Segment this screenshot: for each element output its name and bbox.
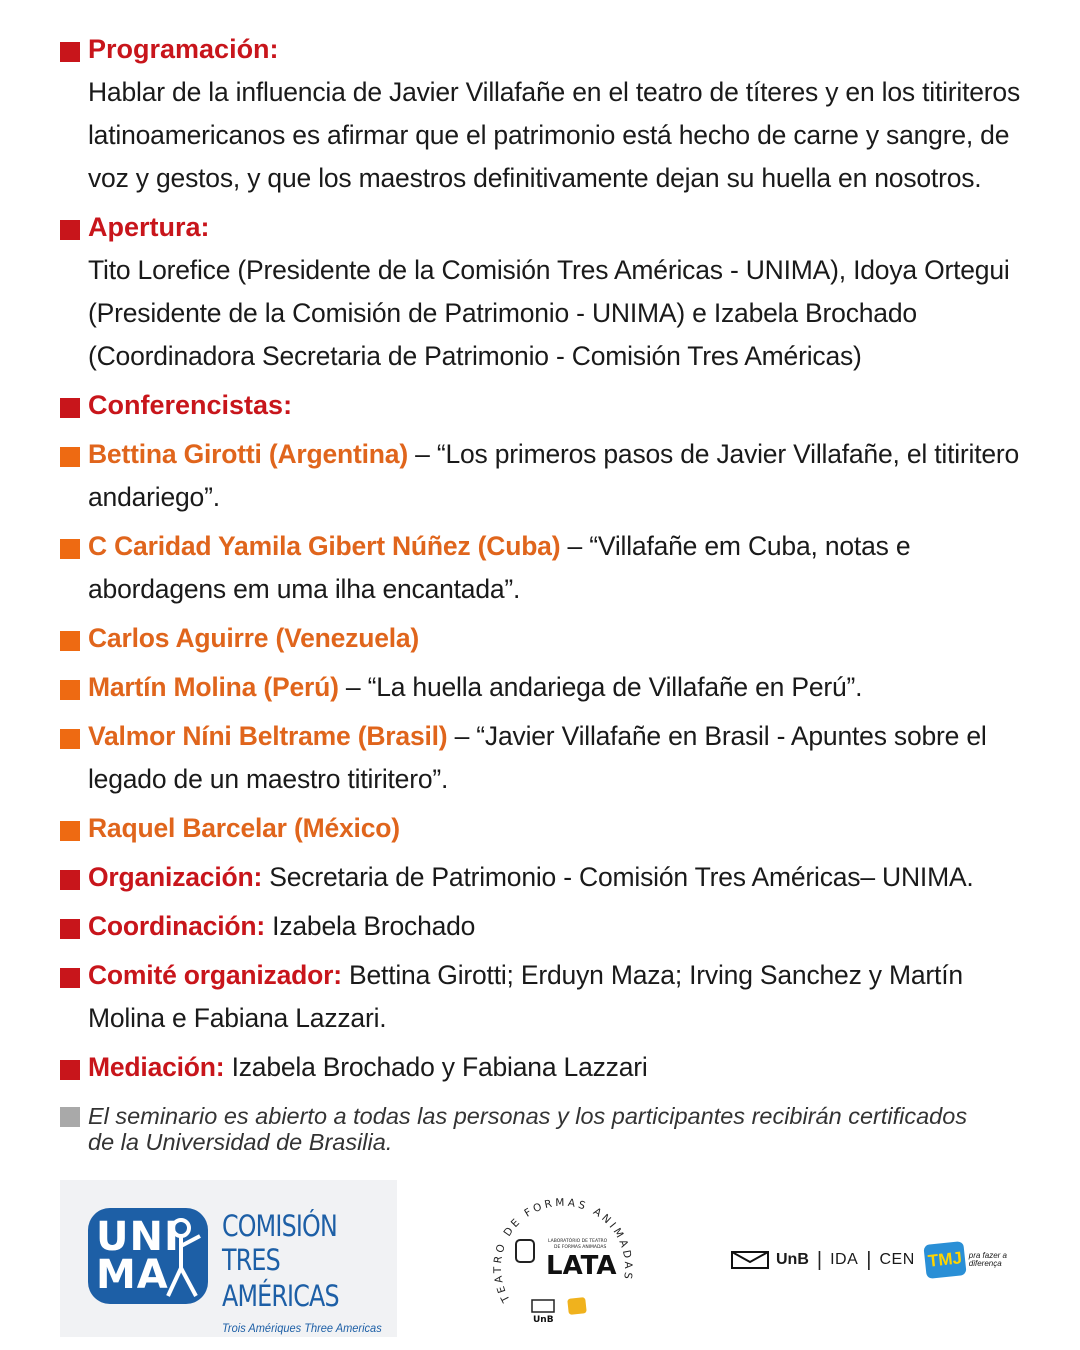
orange-bullet-icon — [60, 729, 80, 749]
speaker-item — [60, 807, 1040, 850]
mediacion-label: Mediación: — [88, 1052, 225, 1082]
tmj-logo-icon: TMJ — [923, 1241, 966, 1279]
unima-badge-line2: MA — [96, 1252, 169, 1298]
organizacion-label: Organización: — [88, 862, 263, 892]
comite-value: Bettina Girotti; Erduyn Maza; Irving Sanchez y Martín Molina e Fabiana Lazzari. — [88, 960, 963, 1033]
unb-label: UnB — [776, 1251, 809, 1268]
lata-small-text-1: LABORATÓRIO DE TEATRO — [548, 1239, 608, 1244]
orange-bullet-icon — [60, 447, 80, 467]
coordinacion-row — [60, 905, 1040, 948]
red-bullet-icon — [60, 220, 80, 240]
speaker-text — [88, 807, 400, 850]
speaker-text — [88, 433, 1040, 519]
coordinacion-label: Coordinación: — [88, 911, 265, 941]
organizacion-row — [60, 856, 1040, 899]
apertura-heading-row — [60, 206, 1040, 249]
separator: | — [866, 1248, 872, 1271]
comite-label: Comité organizador: — [88, 960, 342, 990]
separator: | — [816, 1248, 823, 1271]
lata-ring-text: TEATRO DE FORMAS ANIMADAS — [491, 1196, 635, 1305]
lata-emblem-icon — [488, 1182, 638, 1332]
ida-label: IDA — [830, 1251, 859, 1268]
speaker-item — [60, 666, 1040, 709]
programacion-heading: Programación: — [88, 34, 279, 64]
mediacion-row — [60, 1046, 1040, 1089]
unb-book-icon — [730, 1249, 770, 1271]
unima-badge-line1: UNI — [96, 1214, 180, 1260]
speaker-talk: – “Javier Villafañe en Brasil - Apuntes sobre el legado de un maestro titiritero”. — [88, 721, 987, 794]
orange-bullet-icon — [60, 631, 80, 651]
note-line-1: El seminario es abierto a todas las personas y los participantes recibirán certificados — [88, 1103, 968, 1129]
red-bullet-icon — [60, 398, 80, 418]
red-bullet-icon — [60, 1060, 80, 1080]
program-content — [60, 28, 1040, 1155]
lata-logo — [488, 1182, 638, 1332]
orange-bullet-icon — [60, 539, 80, 559]
red-bullet-icon — [60, 919, 80, 939]
orange-bullet-icon — [60, 680, 80, 700]
lata-unb-label: UnB — [533, 1315, 554, 1325]
coordinacion-value: Izabela Brochado — [265, 911, 476, 941]
red-bullet-icon — [60, 42, 80, 62]
programacion-body: Hablar de la influencia de Javier Villafañe en el teatro de títeres y en los titiriteros latinoamericanos es afirmar que el patrimonio está hecho de carne y sangre, de voz y gestos, y que los maestros definitivamente dejan su huella en nosotros. — [88, 77, 1021, 193]
mediacion-value: Izabela Brochado y Fabiana Lazzari — [224, 1052, 648, 1082]
unima-logo — [60, 1180, 397, 1337]
organizacion-value: Secretaria de Patrimonio - Comisión Tres Américas– UNIMA. — [262, 862, 974, 892]
apertura-body: Tito Lorefice (Presidente de la Comisión Tres Américas - UNIMA), Idoya Ortegui (Presidente de la Comisión de Patrimonio - UNIMA) e Izabela Brochado (Coordinadora Secretaria de Patrimonio - Comisión Tres Américas) — [88, 255, 1010, 371]
unima-badge-icon — [88, 1208, 208, 1304]
speaker-item — [60, 617, 1040, 660]
red-bullet-icon — [60, 968, 80, 988]
lata-name: LATA — [546, 1251, 617, 1281]
programacion-heading-row — [60, 28, 1040, 71]
mediacion-text — [88, 1046, 648, 1089]
speaker-text — [88, 617, 419, 660]
speaker-item — [60, 715, 1040, 801]
certificate-note-text — [88, 1103, 967, 1155]
speaker-name: Martín Molina (Perú) — [88, 672, 339, 702]
speaker-name: Bettina Girotti (Argentina) — [88, 439, 408, 469]
lata-small-text-2: DE FORMAS ANIMADAS — [554, 1245, 607, 1250]
red-bullet-icon — [60, 870, 80, 890]
speaker-text — [88, 715, 1040, 801]
speaker-item — [60, 433, 1040, 519]
speaker-name: Carlos Aguirre (Venezuela) — [88, 623, 420, 653]
unima-subtitle: Trois Amériques Three Americas — [222, 1321, 382, 1335]
coordinacion-text — [88, 905, 475, 948]
speaker-name: C Caridad Yamila Gibert Núñez (Cuba) — [88, 531, 561, 561]
speaker-talk: – “Los primeros pasos de Javier Villafañe, el titiritero andariego”. — [88, 439, 1020, 512]
tmj-slogan: pra fazer a diferença — [968, 1251, 1007, 1268]
speaker-name: Valmor Níni Beltrame (Brasil) — [88, 721, 448, 751]
comite-row — [60, 954, 1040, 1040]
conferencistas-heading-row — [60, 384, 1040, 427]
speaker-name: Raquel Barcelar (México) — [88, 813, 400, 843]
speaker-item — [60, 525, 1040, 611]
orange-bullet-icon — [60, 821, 80, 841]
unb-ida-cen-logo — [730, 1238, 1011, 1282]
unima-title2: TRES AMÉRICAS — [222, 1243, 339, 1313]
unima-title1: COMISIÓN — [222, 1209, 337, 1243]
speaker-text — [88, 525, 1040, 611]
speaker-talk: – “La huella andariega de Villafañe en Perú”. — [338, 672, 863, 702]
apertura-heading: Apertura: — [88, 212, 210, 242]
cen-label: CEN — [879, 1251, 915, 1268]
speaker-talk: – “Villafañe em Cuba, notas e abordagens em uma ilha encantada”. — [88, 531, 911, 604]
comite-text — [88, 954, 1040, 1040]
puppet-figure-icon — [88, 1208, 208, 1304]
grey-bullet-icon — [60, 1107, 80, 1127]
unima-text-block — [222, 1210, 397, 1342]
certificate-note — [60, 1103, 1040, 1155]
conferencistas-heading: Conferencistas: — [88, 390, 293, 420]
organizacion-text — [88, 856, 974, 899]
speaker-text — [88, 666, 862, 709]
note-line-2: de la Universidad de Brasilia. — [88, 1129, 393, 1155]
